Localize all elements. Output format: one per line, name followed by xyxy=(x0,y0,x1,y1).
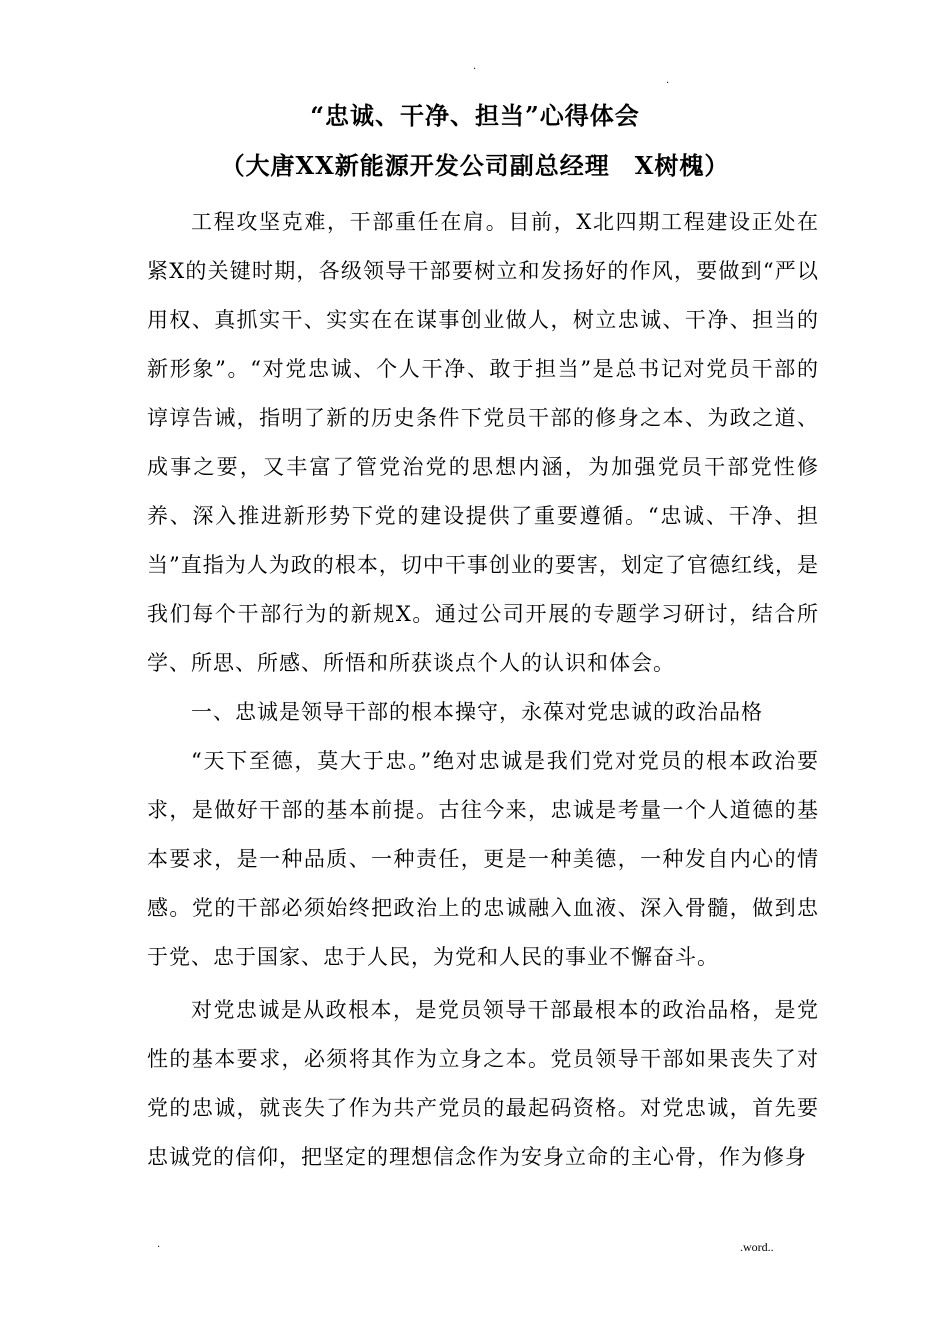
footer-dot: . xyxy=(157,1239,161,1250)
paragraph-loyalty-2: 对党忠诚是从政根本，是党员领导干部最根本的政治品格，是党性的基本要求，必须将其作为立身之本。党员领导干部如果丧失了对党的忠诚，就丧失了作为共产党员的最起码资格。对党忠诚，首先要忠诚党的信仰，把坚定的理想信念作为安身立命的主心骨，作为修身 xyxy=(147,998,819,1169)
paragraph-loyalty-1: “天下至德，莫大于忠。”绝对忠诚是我们党对党员的根本政治要求，是做好干部的基本前提。古往今来，忠诚是考量一个人道德的基本要求，是一种品质、一种责任，更是一种美德，一种发自内心的情感。党的干部必须始终把政治上的忠诚融入血液、深入骨髓，做到忠于党、忠于国家、忠于人民，为党和人民的事业不懈奋斗。 xyxy=(147,749,819,969)
paragraph-intro: 工程攻坚克难，干部重任在肩。目前，X北四期工程建设正处在紧X的关键时期，各级领导干部要树立和发扬好的作风，要做到“严以用权、真抓实干、实实在在谋事创业做人，树立忠诚、干净、担当的新形象”。“对党忠诚、个人干净、敢于担当”是总书记对党员干部的谆谆告诫，指明了新的历史条件下党员干部的修身之本、为政之道、成事之要，又丰富了管党治党的思想内涵，为加强党员干部党性修养、深入推进新形势下党的建设提供了重要遵循。“忠诚、干净、担当”直指为人为政的根本，切中干事创业的要害，划定了官德红线，是我们每个干部行为的新规X。通过公司开展的专题学习研讨，结合所学、所思、所感、所悟和所获谈点个人的认识和体会。 xyxy=(147,210,819,675)
section-heading-1: 一、忠诚是领导干部的根本操守，永葆对党忠诚的政治品格 xyxy=(191,700,763,724)
document-body xyxy=(147,198,819,1182)
document-title: “忠诚、干净、担当”心得体会 xyxy=(310,101,640,130)
header-dot-right: . xyxy=(666,75,670,86)
footer-label: .word.. xyxy=(740,1240,774,1254)
header-dot-left: . xyxy=(473,61,477,72)
document-subtitle: （大唐XX新能源开发公司副总经理 X树槐） xyxy=(220,151,730,180)
